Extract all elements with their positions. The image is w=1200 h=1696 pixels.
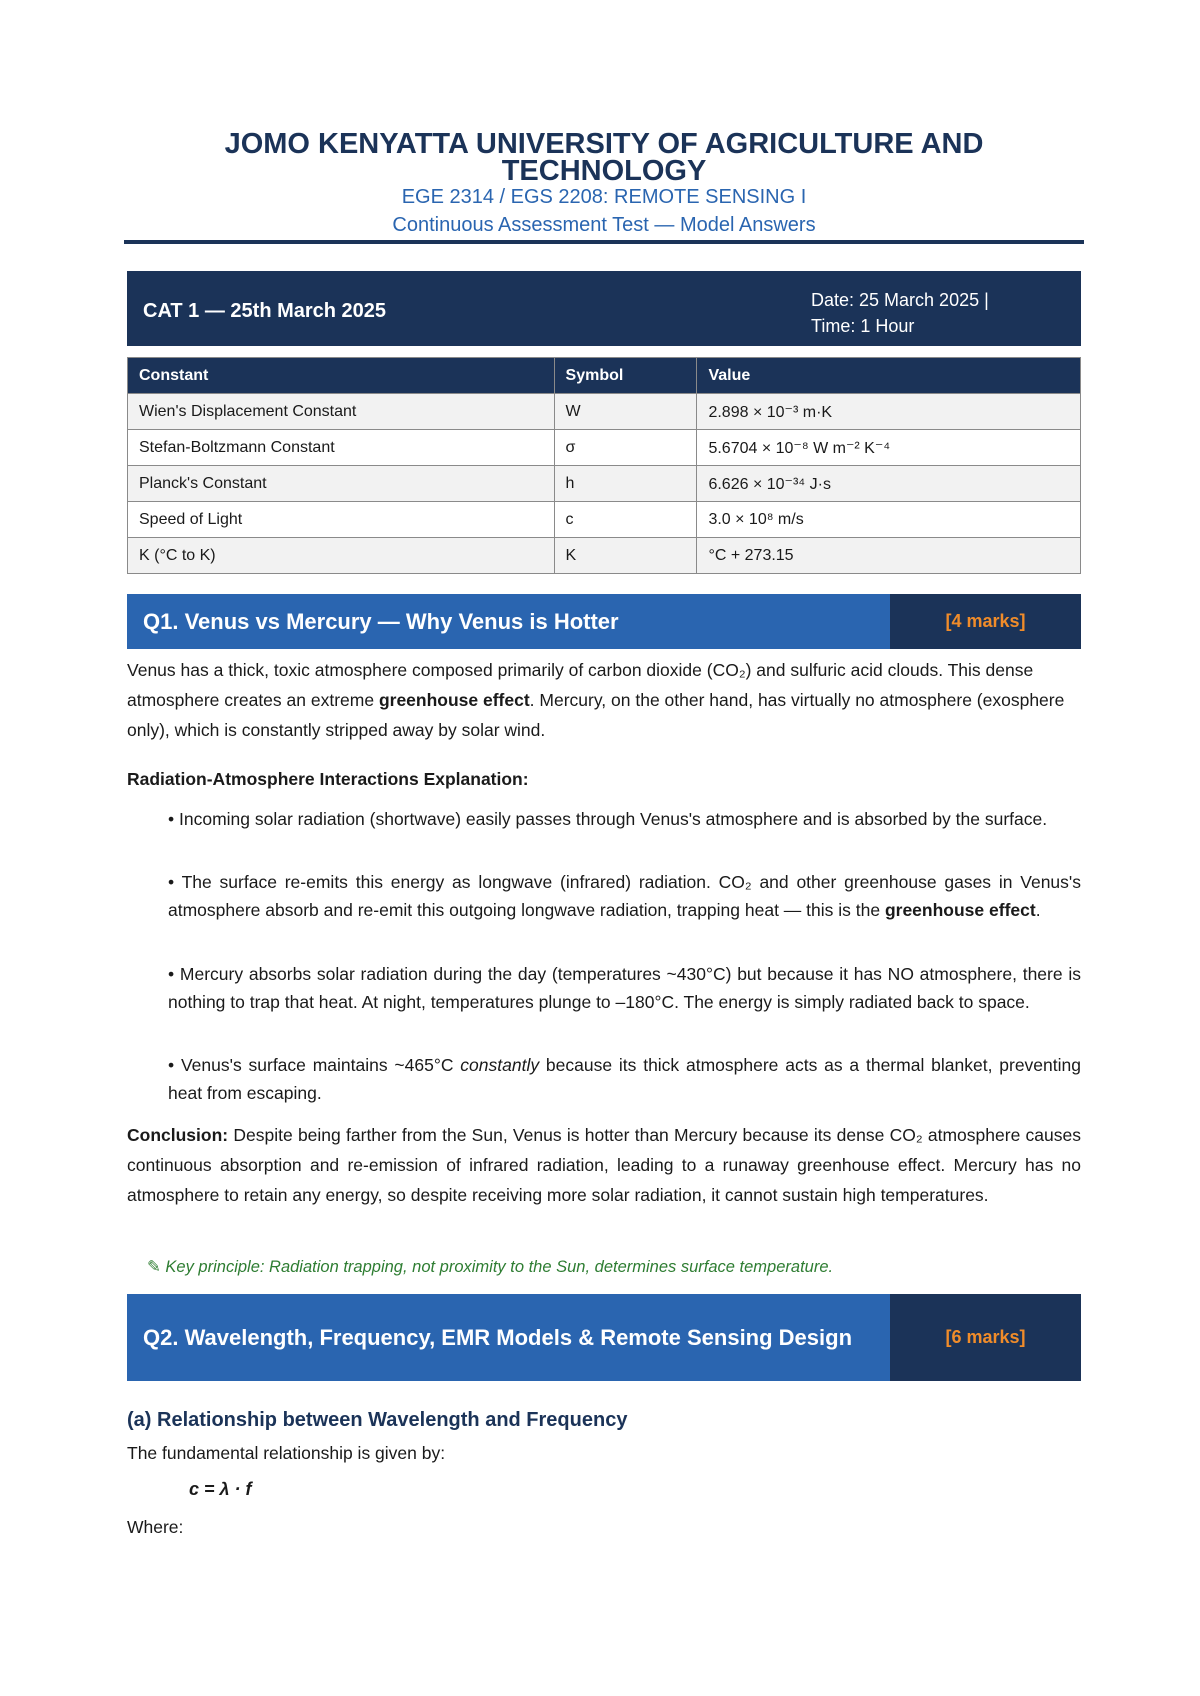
- table-cell: °C + 273.15: [697, 538, 1081, 574]
- q2-intro: The fundamental relationship is given by:: [127, 1443, 446, 1463]
- table-cell: 2.898 × 10⁻³ m·K: [697, 394, 1081, 430]
- q1-bullet-4-end: because its thick atmosphere acts as a thermal blanket, preventing heat from escaping.: [168, 1055, 1081, 1103]
- q1-bullet-1: • Incoming solar radiation (shortwave) easily passes through Venus's atmosphere and is absorbed by the surface.: [168, 809, 1048, 829]
- column-header: Symbol: [554, 358, 697, 394]
- q1-intro-emphasis: greenhouse effect: [378, 690, 530, 710]
- table-cell: W: [554, 394, 697, 430]
- q1-bullet-2: [168, 868, 1081, 924]
- q1-subheading: Radiation-Atmosphere Interactions Explanation:: [127, 769, 529, 789]
- q1-intro-text: Venus has a thick, toxic atmosphere composed primarily of carbon dioxide (CO₂) and sulfuric acid clouds. This dense atmosphere creates an extreme: [127, 660, 1034, 710]
- q1-bullet-4-text: • Venus's surface maintains ~465°C: [168, 1055, 461, 1075]
- title-divider: [124, 240, 1084, 244]
- q2-subheading-a: (a) Relationship between Wavelength and Frequency: [127, 1409, 628, 1431]
- document-subtitle: Continuous Assessment Test — Model Answers: [392, 214, 816, 236]
- q2-formula: c = λ · f: [189, 1479, 252, 1499]
- q1-header: [127, 594, 1081, 649]
- cat-meta: [811, 287, 1071, 339]
- cat-title: CAT 1 — 25th March 2025: [143, 300, 387, 322]
- table-row: [128, 538, 1081, 574]
- table-cell: Stefan-Boltzmann Constant: [128, 430, 555, 466]
- table-cell: 6.626 × 10⁻³⁴ J·s: [697, 466, 1081, 502]
- q2-header: [127, 1294, 1081, 1381]
- institution-title: JOMO KENYATTA UNIVERSITY OF AGRICULTURE AND TECHNOLOGY: [224, 128, 984, 187]
- course-code: EGE 2314 / EGS 2208: REMOTE SENSING I: [401, 186, 807, 208]
- table-header-row: [128, 358, 1081, 394]
- q1-bullet-4-italic: constantly: [460, 1055, 540, 1075]
- table-cell: K: [554, 538, 697, 574]
- q2-title: Q2. Wavelength, Frequency, EMR Models & Remote Sensing Design: [127, 1294, 890, 1381]
- column-header: Constant: [128, 358, 555, 394]
- column-header: Value: [697, 358, 1081, 394]
- table-row: [128, 502, 1081, 538]
- cat-time: Time: 1 Hour: [811, 316, 915, 336]
- q1-intro: [127, 655, 1081, 745]
- table-cell: Speed of Light: [128, 502, 555, 538]
- table-cell: Wien's Displacement Constant: [128, 394, 555, 430]
- cat-banner: [127, 271, 1081, 346]
- q2-marks: [6 marks]: [890, 1294, 1081, 1381]
- table-row: [128, 466, 1081, 502]
- q1-bullet-3: • Mercury absorbs solar radiation during the day (temperatures ~430°C) but because it has NO atmosphere, there is nothing to trap that heat. At night, temperatures plunge to –180°C. The energy is simply radiated back to space.: [168, 964, 1081, 1012]
- q1-bullet-2-end: .: [1035, 900, 1041, 920]
- q1-title: Q1. Venus vs Mercury — Why Venus is Hotter: [127, 594, 890, 649]
- q1-intro-text-2: . Mercury, on the other hand, has virtually no atmosphere (exosphere only), which is constantly stripped away by solar wind.: [127, 690, 1065, 740]
- table-cell: c: [554, 502, 697, 538]
- table-cell: h: [554, 466, 697, 502]
- q1-marks: [4 marks]: [890, 594, 1081, 649]
- q1-conclusion-label: Conclusion:: [127, 1125, 229, 1145]
- constants-table: [127, 357, 1081, 574]
- q1-bullet-4: [168, 1051, 1081, 1107]
- q2-where: Where:: [127, 1517, 184, 1537]
- q1-key-principle: ✎ Key principle: Radiation trapping, not proximity to the Sun, determines surface temperature.: [147, 1258, 834, 1276]
- table-cell: 3.0 × 10⁸ m/s: [697, 502, 1081, 538]
- table-row: [128, 430, 1081, 466]
- q1-bullet-2-text: • The surface re-emits this energy as longwave (infrared) radiation. CO₂ and other greenhouse gases in Venus's atmosphere absorb and re-emit this outgoing longwave radiation, trapping heat — this is the: [168, 872, 1081, 920]
- table-row: [128, 394, 1081, 430]
- table-cell: σ: [554, 430, 697, 466]
- table-cell: Planck's Constant: [128, 466, 555, 502]
- table-cell: 5.6704 × 10⁻⁸ W m⁻² K⁻⁴: [697, 430, 1081, 466]
- cat-date: Date: 25 March 2025 |: [811, 290, 989, 310]
- q1-conclusion-text: Despite being farther from the Sun, Venus is hotter than Mercury because its dense CO₂ atmosphere causes continuous absorption and re-emission of infrared radiation, leading to a runaway greenhouse effect. Mercury has no atmosphere to retain any energy, so despite receiving more solar radiation, it cannot sustain high temperatures.: [127, 1125, 1081, 1205]
- table-cell: K (°C to K): [128, 538, 555, 574]
- q1-bullet-2-emphasis: greenhouse effect: [884, 900, 1036, 920]
- q1-conclusion: [127, 1120, 1081, 1210]
